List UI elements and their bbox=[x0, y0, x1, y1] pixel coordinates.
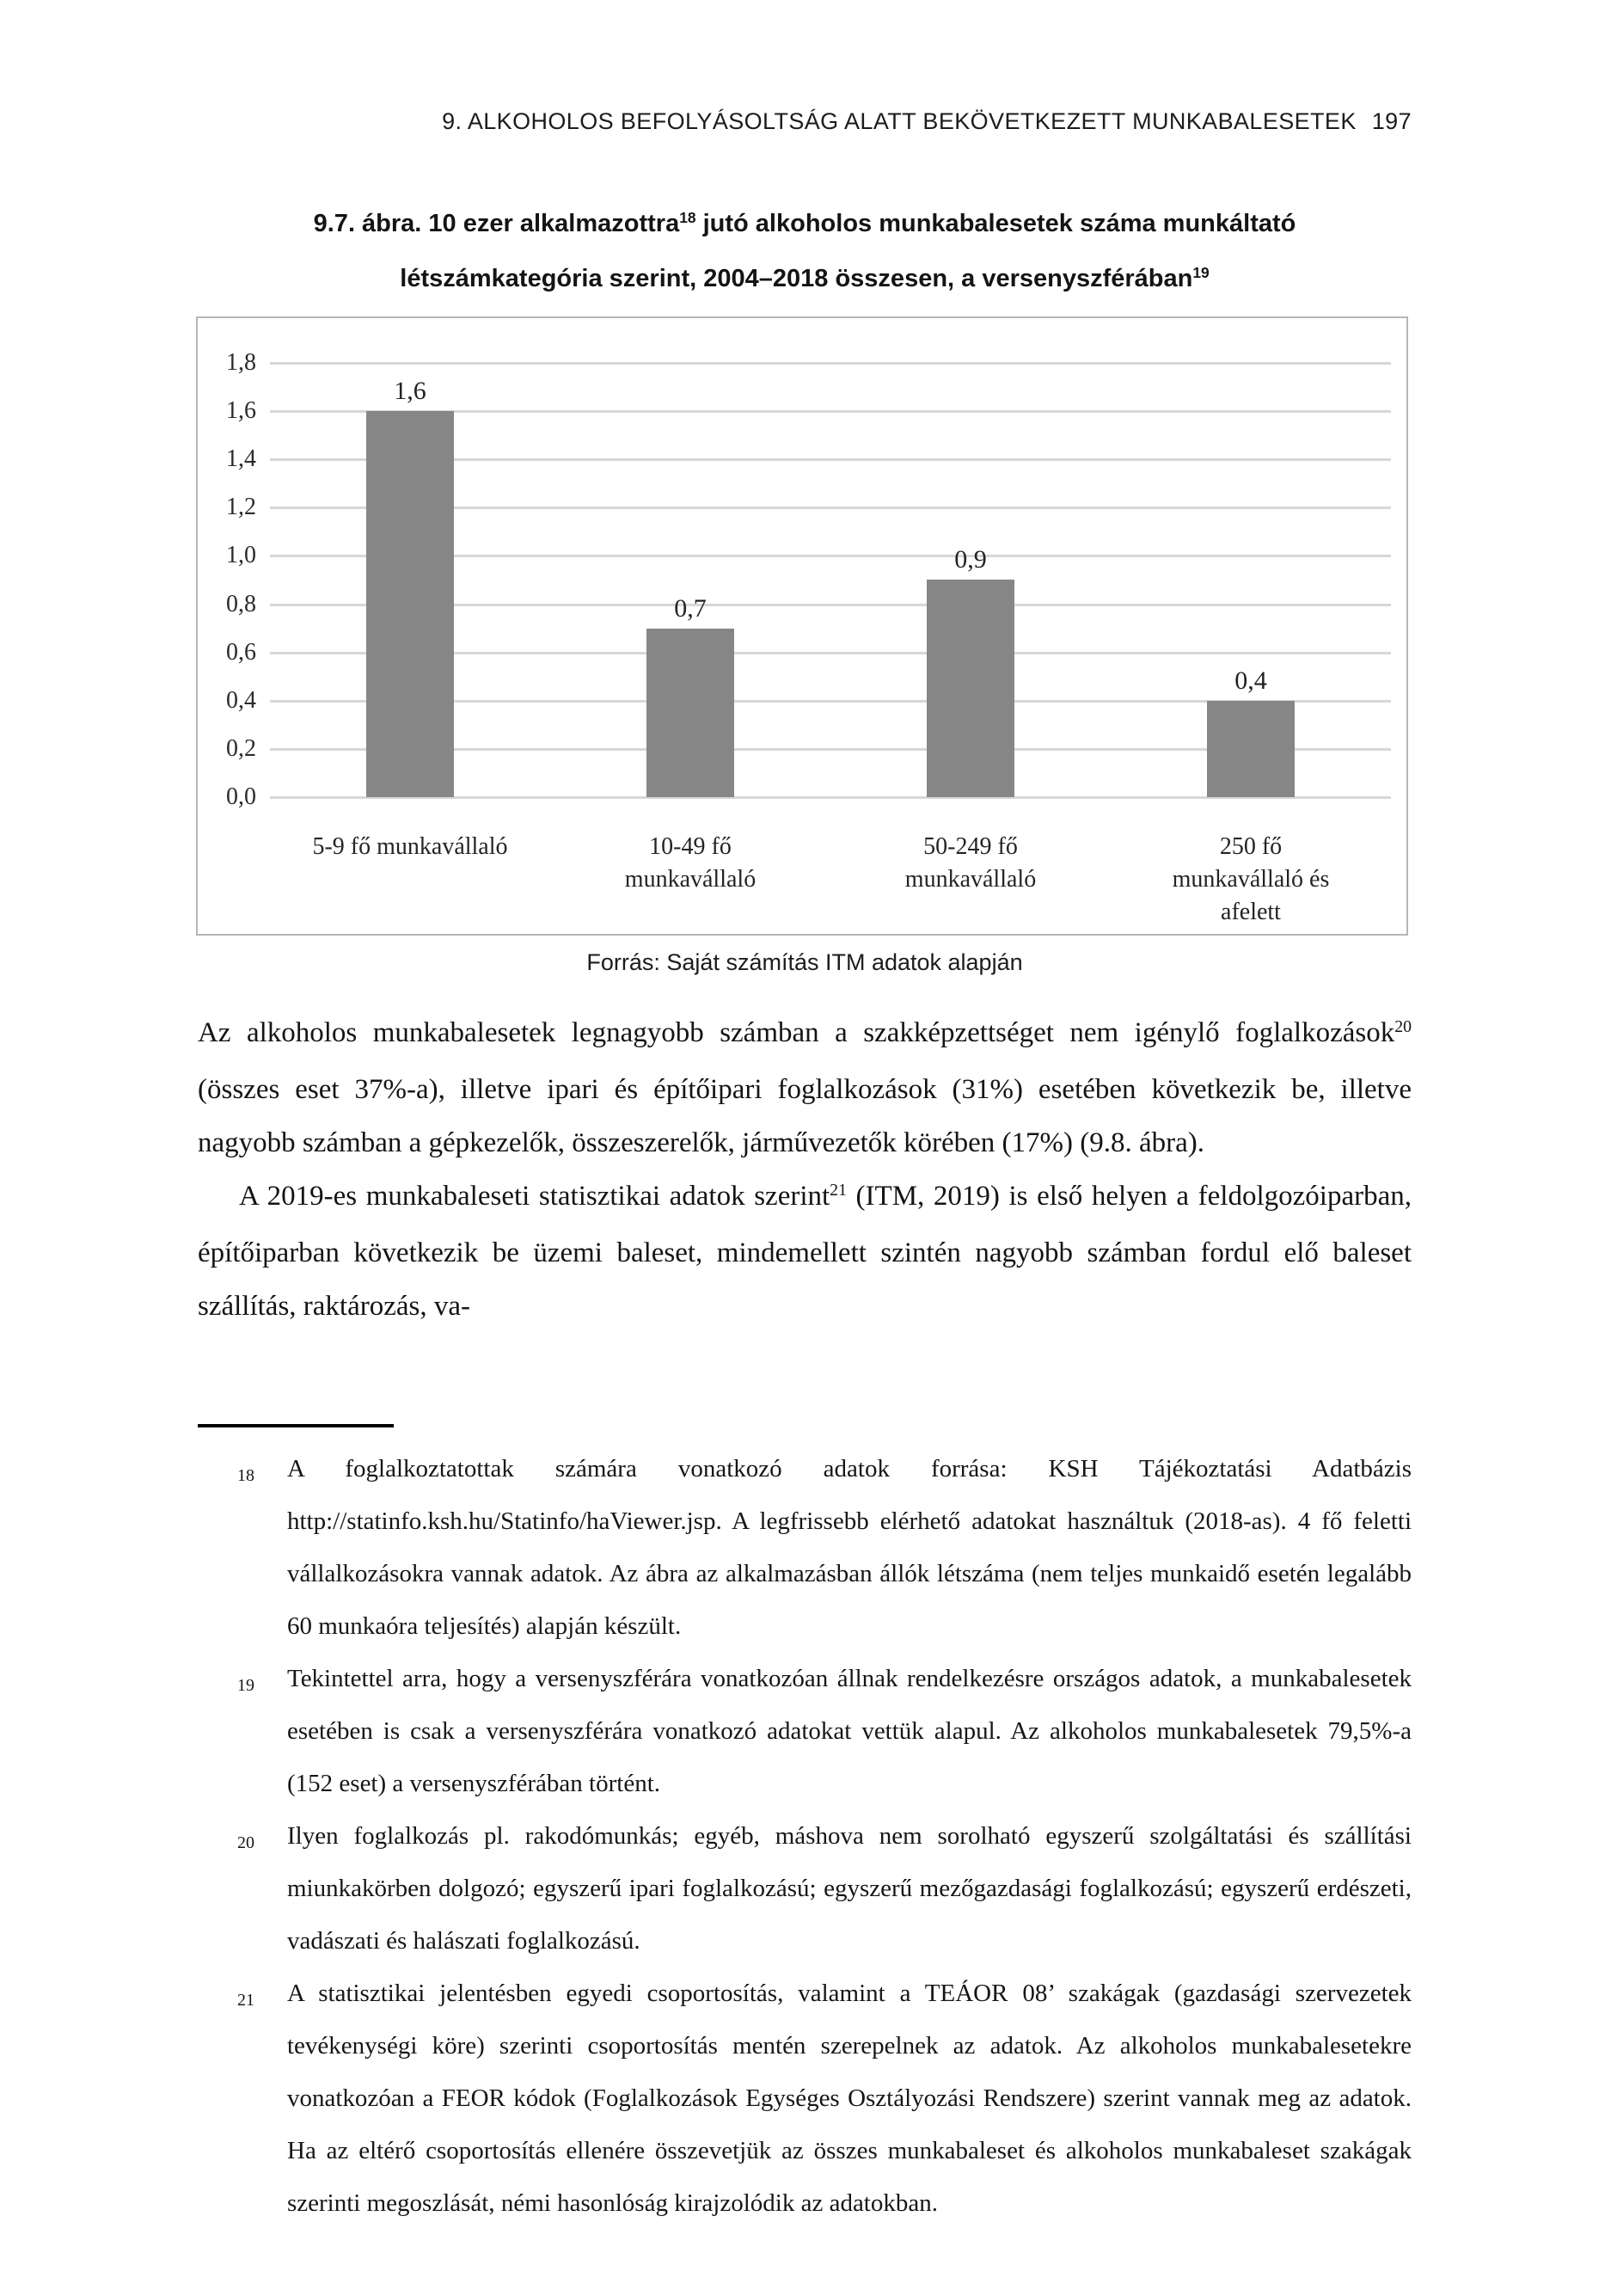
y-axis-tick-label: 1,0 bbox=[226, 542, 256, 569]
footnote-item bbox=[198, 1653, 1412, 1810]
text-run: jutó alkoholos munkabalesetek száma munkáltató bbox=[695, 210, 1296, 237]
y-axis-tick-label: 0,4 bbox=[226, 686, 256, 714]
footnote-ref: 18 bbox=[679, 209, 696, 227]
x-category-label bbox=[270, 831, 550, 929]
x-label-line: munkavállaló és bbox=[1172, 866, 1330, 893]
figure-caption bbox=[198, 198, 1412, 308]
footnote-separator bbox=[198, 1424, 394, 1427]
footnote-number: 18 bbox=[237, 1466, 254, 1485]
footnote-item bbox=[198, 1443, 1412, 1653]
bar-chart bbox=[196, 316, 1408, 936]
bar-slot bbox=[550, 363, 830, 797]
footnote-ref: 20 bbox=[1394, 1017, 1412, 1037]
footnote-text: A foglalkoztatottak számára vonatkozó adatok forrása: KSH Tájékoztatási Adatbázis http://statinfo.ksh.hu/Statinfo/haViewer.jsp. A legfrissebb elérhető adatokat használtuk (2018-as). 4 fő feletti vállalkozásokra vannak adatok. Az ábra az alkalmazásban állók létszáma (nem teljes munkaidő esetén legalább 60 munkaóra teljesítés) alapján készült. bbox=[287, 1455, 1412, 1640]
text-run: Az alkoholos munkabalesetek legnagyobb számban a szakképzettséget nem igénylő foglalkozások bbox=[198, 1017, 1395, 1048]
y-axis-tick-label: 1,8 bbox=[226, 349, 256, 376]
x-label-line: 5-9 fő munkavállaló bbox=[312, 833, 508, 860]
x-category-label bbox=[550, 831, 830, 929]
bar-value-label: 0,9 bbox=[954, 545, 987, 574]
y-axis-tick-label: 0,8 bbox=[226, 590, 256, 617]
bar bbox=[927, 580, 1014, 797]
footnote-number: 19 bbox=[237, 1676, 254, 1695]
body-paragraph bbox=[198, 1006, 1412, 1169]
bar-slot bbox=[1111, 363, 1391, 797]
figure-source: Forrás: Saját számítás ITM adatok alapján bbox=[586, 949, 1023, 975]
x-label-line: 10-49 fő bbox=[649, 833, 732, 860]
running-header bbox=[198, 108, 1412, 135]
y-axis-tick-label: 1,2 bbox=[226, 494, 256, 521]
footnotes bbox=[198, 1443, 1412, 2230]
text-run: (összes eset 37%-a), illetve ipari és építőipari foglalkozások (31%) esetében következik be, illetve nagyobb számban a gépkezelők, összeszerelők, járművezetők körében (17%) (9.8. ábra). bbox=[198, 1074, 1412, 1158]
footnote-number: 21 bbox=[237, 1991, 254, 2010]
x-axis-labels bbox=[270, 831, 1391, 929]
body-text bbox=[198, 1006, 1412, 1333]
bar-value-label: 0,7 bbox=[674, 594, 707, 623]
page-number: 197 bbox=[1371, 108, 1412, 134]
x-label-line: afelett bbox=[1221, 899, 1281, 925]
x-category-label bbox=[1111, 831, 1391, 929]
text-run: létszámkategória szerint, 2004–2018 összesen, a versenyszférában bbox=[400, 265, 1193, 292]
y-axis-tick-label: 1,4 bbox=[226, 445, 256, 473]
footnote-item bbox=[198, 1810, 1412, 1968]
bar bbox=[366, 411, 454, 797]
y-axis-tick-label: 0,0 bbox=[226, 783, 256, 810]
footnote-text: Ilyen foglalkozás pl. rakodómunkás; egyéb, máshova nem sorolható egyszerű szolgáltatási és szállítási miunkakörben dolgozó; egyszerű ipari foglalkozású; egyszerű mezőgazdasági foglalkozású; egyszerű erdészeti, vadászati és halászati foglalkozású. bbox=[287, 1822, 1412, 1955]
y-axis-tick-label: 0,2 bbox=[226, 734, 256, 762]
footnote-ref: 19 bbox=[1192, 264, 1210, 282]
chapter-title: 9. ALKOHOLOS BEFOLYÁSOLTSÁG ALATT BEKÖVETKEZETT MUNKABALESETEK bbox=[442, 108, 1357, 134]
bar bbox=[646, 629, 734, 797]
x-label-line: munkavállaló bbox=[624, 866, 757, 893]
footnote-item bbox=[198, 1968, 1412, 2230]
text-run: (ITM, 2019) is első helyen a feldolgozóiparban, építőiparban következik be üzemi baleset, mindemellett szintén nagyobb számban fordul elő baleset szállítás, raktározás, va- bbox=[198, 1181, 1412, 1322]
footnote-number: 20 bbox=[237, 1833, 254, 1852]
bar-value-label: 0,4 bbox=[1234, 666, 1267, 695]
bar-value-label: 1,6 bbox=[394, 377, 426, 405]
x-label-line: 50-249 fő bbox=[923, 833, 1018, 860]
y-axis-tick-label: 0,6 bbox=[226, 638, 256, 666]
footnote-text: A statisztikai jelentésben egyedi csoportosítás, valamint a TEÁOR 08’ szakágak (gazdasági szervezetek tevékenységi köre) szerinti csoportosítás mentén szerepelnek az adatok. Az alkoholos munkabalesetekre vonatkozóan a FEOR kódok (Foglalkozások Egységes Osztályozási Rendszere) szerint vannak meg az adatok. Ha az eltérő csoportosítás ellenére összevetjük az összes munkabaleset és alkoholos munkabaleset szakágak szerinti megoszlását, némi hasonlóság kirajzolódik az adatokban. bbox=[287, 1980, 1412, 2217]
text-run: 9.7. ábra. 10 ezer alkalmazottra bbox=[313, 210, 680, 237]
y-axis-tick-label: 1,6 bbox=[226, 397, 256, 425]
caption-line bbox=[198, 198, 1412, 253]
body-paragraph bbox=[198, 1169, 1412, 1333]
bars-area bbox=[270, 363, 1391, 797]
caption-line bbox=[198, 253, 1412, 308]
x-label-line: munkavállaló bbox=[904, 866, 1037, 893]
text-run: A 2019-es munkabaleseti statisztikai adatok szerint bbox=[239, 1181, 830, 1212]
x-category-label bbox=[830, 831, 1111, 929]
bar-slot bbox=[270, 363, 550, 797]
bar bbox=[1207, 701, 1295, 797]
footnote-ref: 21 bbox=[830, 1181, 847, 1200]
footnote-text: Tekintettel arra, hogy a versenyszférára vonatkozóan állnak rendelkezésre országos adatok, a munkabalesetek esetében is csak a versenyszférára vonatkozó adatokat vettük alapul. Az alkoholos munkabalesetek 79,5%-a (152 eset) a versenyszférában történt. bbox=[287, 1665, 1412, 1797]
bar-slot bbox=[830, 363, 1111, 797]
x-label-line: 250 fő bbox=[1219, 833, 1283, 860]
